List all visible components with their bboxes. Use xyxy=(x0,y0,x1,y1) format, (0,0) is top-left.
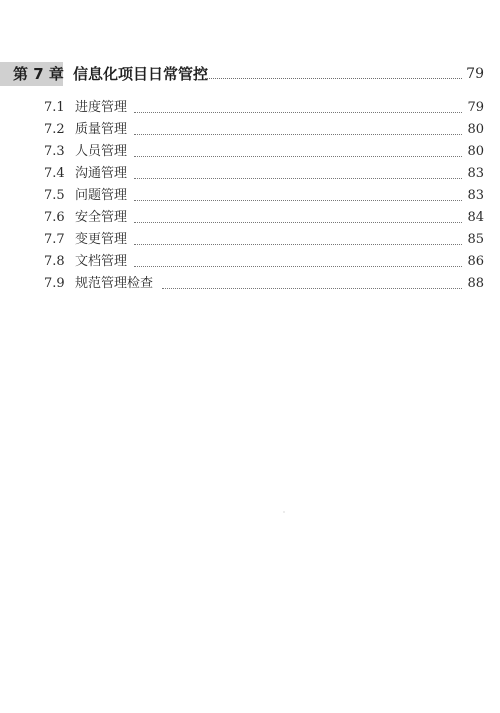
toc-entry-7-6 xyxy=(0,208,500,228)
toc-entry-7-8 xyxy=(0,252,500,272)
section-title: 质量管理 xyxy=(75,122,128,137)
section-title: 进度管理 xyxy=(75,100,128,115)
section-page-number: 80 xyxy=(467,144,484,159)
section-number: 7.8 xyxy=(44,254,65,269)
dot-leader xyxy=(134,143,462,157)
section-page-number: 85 xyxy=(467,232,484,247)
dot-leader xyxy=(134,253,462,267)
dot-leader xyxy=(134,121,462,135)
section-page-number: 83 xyxy=(467,188,484,203)
dot-leader xyxy=(162,275,462,289)
section-page-number: 86 xyxy=(467,254,484,269)
toc-entry-7-7 xyxy=(0,230,500,250)
section-title: 规范管理检查 xyxy=(75,276,154,291)
section-page-number: 83 xyxy=(467,166,484,181)
section-page-number: 88 xyxy=(467,276,484,291)
toc-entry-7-3 xyxy=(0,142,500,162)
toc-entry-7-5 xyxy=(0,186,500,206)
scan-speck xyxy=(283,511,285,513)
section-number: 7.9 xyxy=(44,276,65,291)
section-number: 7.7 xyxy=(44,232,65,247)
section-number: 7.4 xyxy=(44,166,65,181)
section-number: 7.5 xyxy=(44,188,65,203)
section-page-number: 80 xyxy=(467,122,484,137)
toc-entry-7-1 xyxy=(0,98,500,118)
chapter-page-number: 79 xyxy=(466,66,484,82)
section-number: 7.3 xyxy=(44,144,65,159)
toc-entry-7-2 xyxy=(0,120,500,140)
chapter-heading xyxy=(0,62,500,86)
section-title: 沟通管理 xyxy=(75,166,128,181)
section-page-number: 79 xyxy=(467,100,484,115)
chapter-number: 第 7 章 xyxy=(13,65,64,83)
dot-leader xyxy=(134,209,462,223)
dot-leader xyxy=(134,187,462,201)
section-title: 人员管理 xyxy=(75,144,128,159)
toc-entry-7-4 xyxy=(0,164,500,184)
section-number: 7.6 xyxy=(44,210,65,225)
dot-leader xyxy=(134,231,462,245)
dot-leader xyxy=(134,99,462,113)
dot-leader xyxy=(134,165,462,179)
dot-leader xyxy=(205,64,462,79)
toc-entry-7-9 xyxy=(0,274,500,294)
section-title: 安全管理 xyxy=(75,210,128,225)
section-page-number: 84 xyxy=(467,210,484,225)
section-title: 文档管理 xyxy=(75,254,128,269)
section-number: 7.1 xyxy=(44,100,65,115)
section-title: 问题管理 xyxy=(75,188,128,203)
chapter-title: 信息化项目日常管控 xyxy=(73,65,209,83)
section-number: 7.2 xyxy=(44,122,65,137)
section-title: 变更管理 xyxy=(75,232,128,247)
